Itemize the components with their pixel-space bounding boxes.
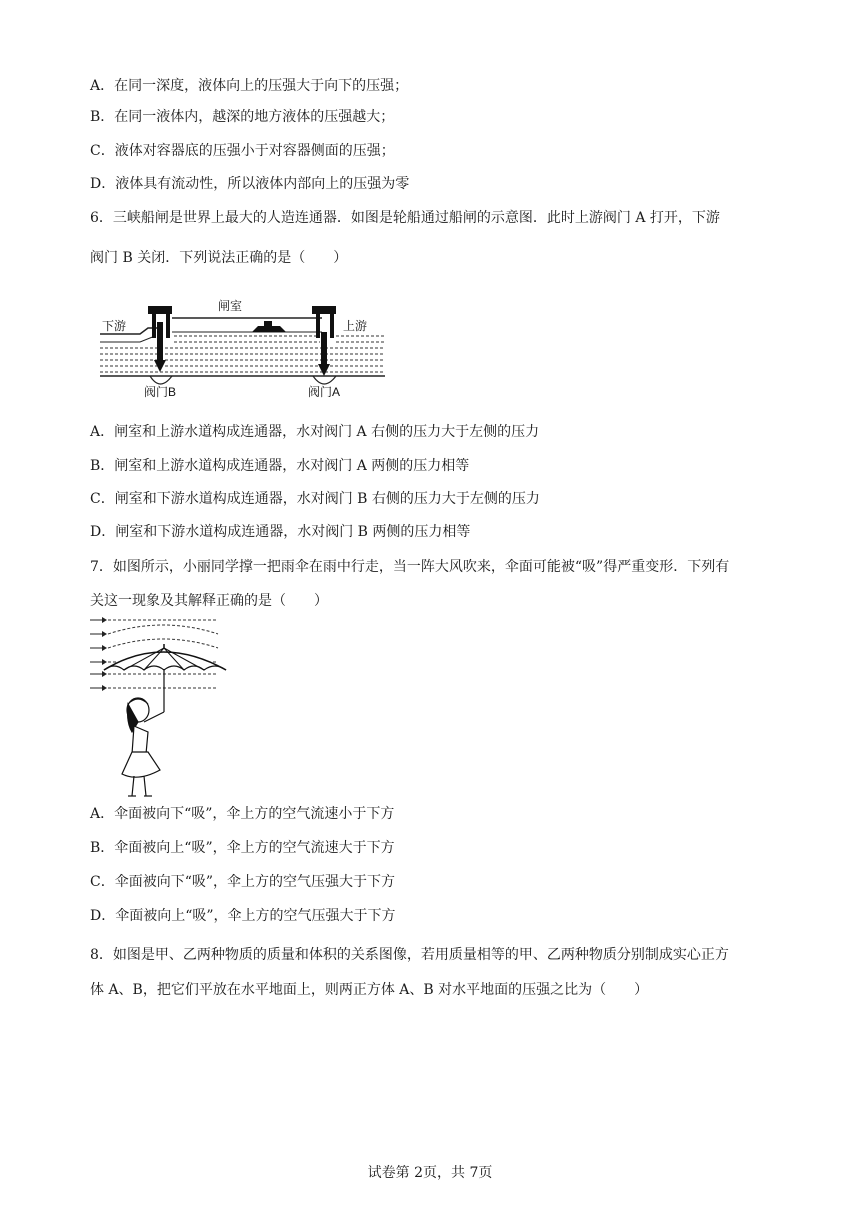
chamber-label: 闸室 (218, 299, 243, 313)
q7-stem-line2: 关这一现象及其解释正确的是（ ） (90, 593, 328, 609)
q7-option-a: A．伞面被向下“吸”，伞上方的空气流速小于下方 (90, 806, 395, 822)
q5-option-a: A．在同一深度，液体向上的压强大于向下的压强； (90, 78, 409, 94)
q5-option-c: C．液体对容器底的压强小于对容器侧面的压强； (90, 143, 395, 159)
umbrella-figure (88, 614, 233, 804)
q6-option-c: C．闸室和下游水道构成连通器，水对阀门 B 右侧的压力大于左侧的压力 (90, 491, 540, 507)
q6-option-a: A．闸室和上游水道构成连通器，水对阀门 A 右侧的压力大于左侧的压力 (90, 424, 540, 440)
q7-option-b: B．伞面被向上“吸”，伞上方的空气流速大于下方 (90, 840, 395, 856)
valve-a-label: 阀门A (308, 385, 341, 399)
valve-b-label: 阀门B (144, 385, 177, 399)
ship-lock-figure (100, 292, 385, 404)
upstream-label: 上游 (343, 319, 368, 333)
q6-option-d: D．闸室和下游水道构成连通器，水对阀门 B 两侧的压力相等 (90, 524, 471, 540)
q6-stem-line1: 6．三峡船闸是世界上最大的人造连通器．如图是轮船通过船闸的示意图．此时上游阀门 A 打开，下游 (90, 210, 720, 226)
downstream-label: 下游 (102, 319, 127, 333)
q7-option-c: C．伞面被向下“吸”，伞上方的空气压强大于下方 (90, 874, 396, 890)
q7-stem-line1: 7．如图所示，小丽同学撑一把雨伞在雨中行走，当一阵大风吹来，伞面可能被“吸”得严重变形．下列有 (90, 559, 730, 575)
q8-stem-line2: 体 A、B，把它们平放在水平地面上，则两正方体 A、B 对水平地面的压强之比为（ ） (90, 982, 649, 998)
q8-stem-line1: 8．如图是甲、乙两种物质的质量和体积的关系图像，若用质量相等的甲、乙两种物质分别制成实心正方 (90, 947, 729, 963)
q5-option-d: D．液体具有流动性，所以液体内部向上的压强为零 (90, 176, 410, 192)
q7-option-d: D．伞面被向上“吸”，伞上方的空气压强大于下方 (90, 908, 396, 924)
q6-option-b: B．闸室和上游水道构成连通器，水对阀门 A 两侧的压力相等 (90, 458, 470, 474)
q5-option-b: B．在同一液体内，越深的地方液体的压强越大； (90, 109, 395, 125)
q6-stem-line2: 阀门 B 关闭．下列说法正确的是（ ） (90, 250, 348, 266)
page-footer: 试卷第 2页，共 7页 (367, 1165, 493, 1181)
